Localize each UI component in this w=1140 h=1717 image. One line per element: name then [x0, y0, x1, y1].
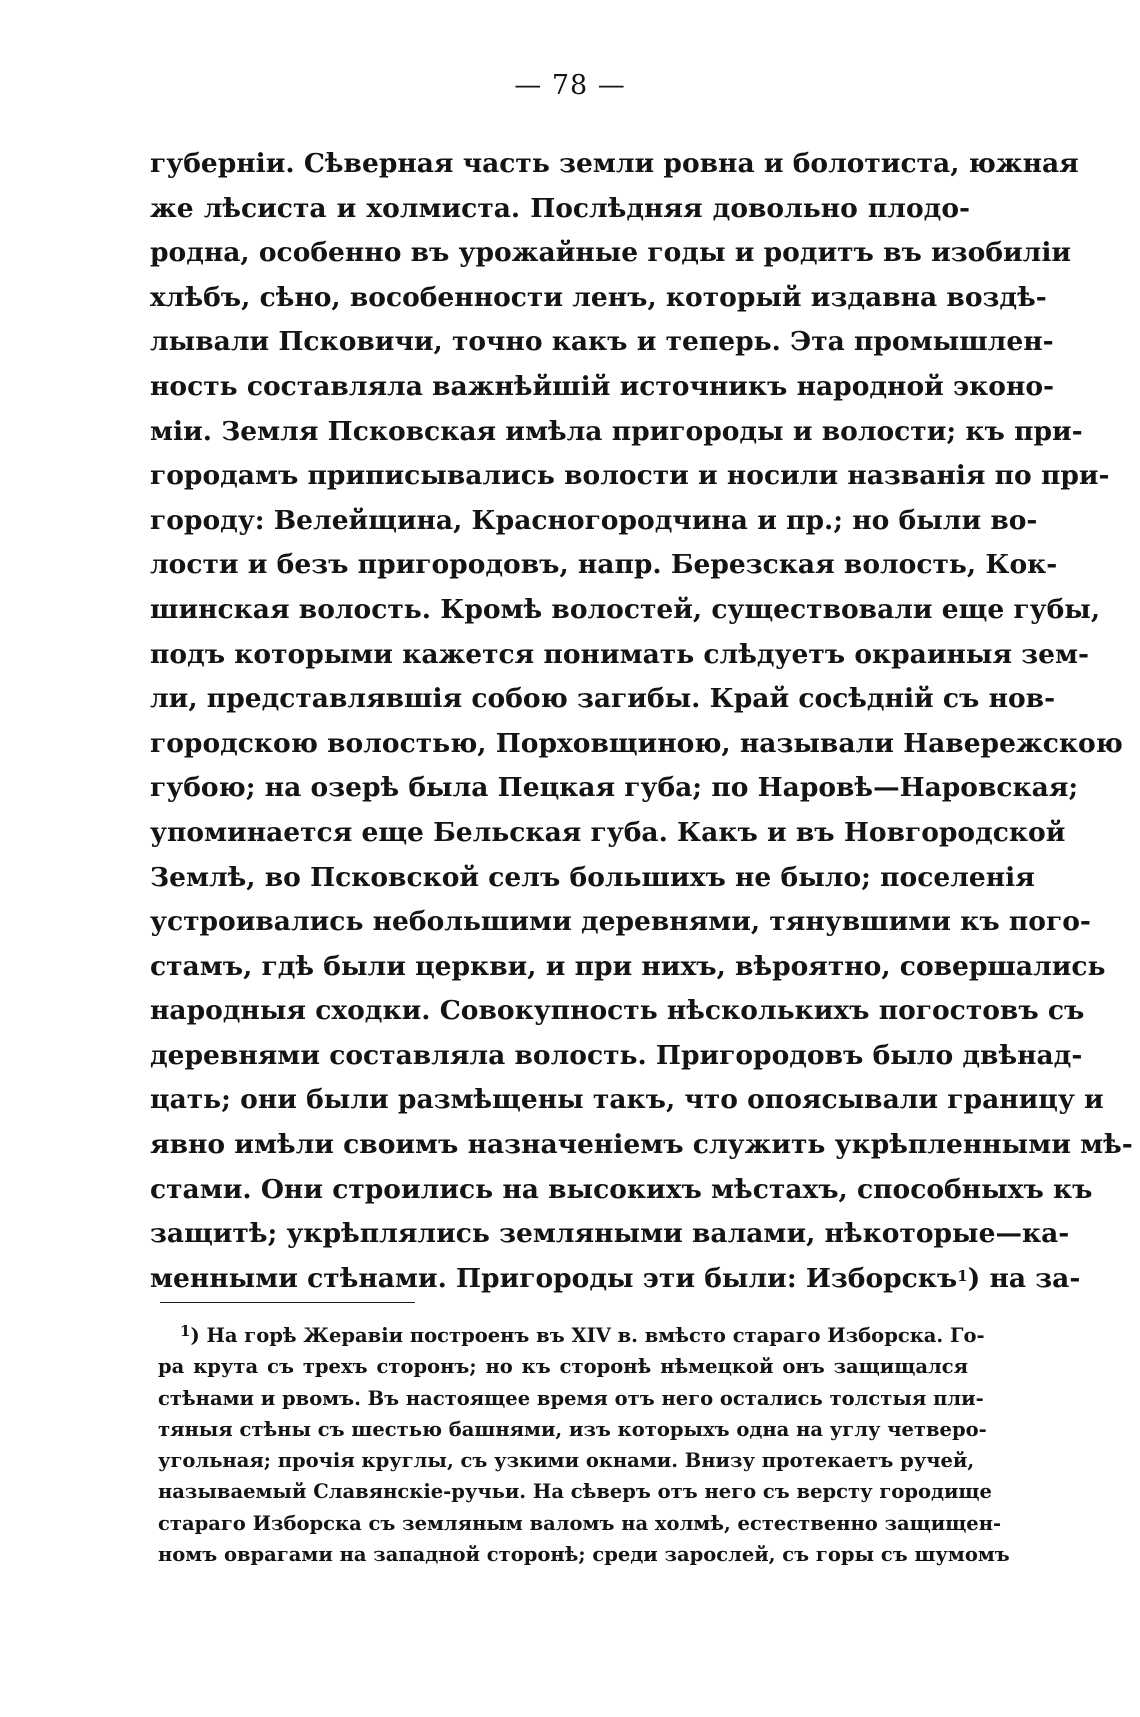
- text-line: ность составляла важнѣйшій источникъ народной эконо-: [150, 370, 1055, 402]
- main-text: [150, 142, 1133, 1301]
- footnote-divider: [160, 1302, 415, 1303]
- footnotes: [158, 1320, 1010, 1570]
- footnote-line-text: ) На горѣ Жеравіи построенъ въ XIV в. вмѣсто стараго Изборска. Го-: [190, 1324, 985, 1347]
- text-line: городамъ приписывались волости и носили названія по при-: [150, 460, 1110, 492]
- text-line: хлѣбъ, сѣно, воcобенности ленъ, который издавна воздѣ-: [150, 281, 1047, 313]
- page-number: — 78 —: [514, 70, 626, 101]
- text-line: устроивались небольшими деревнями, тянувшими къ пого-: [150, 906, 1091, 938]
- text-line: стамъ, гдѣ были церкви, и при нихъ, вѣроятно, совершались: [150, 950, 1106, 982]
- footnote-marker: 1: [180, 1322, 191, 1340]
- text-line: міи. Земля Псковская имѣла пригороды и волости; къ при-: [150, 415, 1083, 447]
- text-line: же лѣсиста и холмиста. Послѣдняя довольно плодо-: [150, 192, 970, 224]
- text-line: родна, особенно въ урожайные годы и родитъ въ изобиліи: [150, 237, 1072, 269]
- text-line: явно имѣли своимъ назначеніемъ служить укрѣпленными мѣ-: [150, 1129, 1133, 1161]
- text-line: лывали Псковичи, точно какъ и теперь. Эта промышлен-: [150, 326, 1054, 358]
- footnote-line: стѣнами и рвомъ. Въ настоящее время отъ него остались толстыя пли-: [158, 1386, 984, 1410]
- text-line-last: [150, 1257, 1081, 1302]
- footnote-line: [158, 1320, 985, 1351]
- footnote-reference: 1: [957, 1266, 968, 1285]
- footnote-line: угольная; прочія круглы, съ узкими окнами. Внизу протекаетъ ручей,: [158, 1449, 975, 1473]
- text-line: упоминается еще Бельская губа. Какъ и въ Новгородской: [150, 816, 1066, 848]
- text-line: городу: Велейщина, Красногородчина и пр.; но были во-: [150, 504, 1038, 536]
- text-line: Землѣ, во Псковской селъ большихъ не было; поселенія: [150, 861, 1035, 893]
- text-line: губерніи. Сѣверная часть земли ровна и болотиста, южная: [150, 148, 1079, 179]
- text-line: губою; на озерѣ была Пецкая губа; по Наровѣ—Наровская;: [150, 772, 1079, 804]
- text-line: деревнями составляла волость. Пригородовъ было двѣнад-: [150, 1039, 1083, 1071]
- footnote-line: ра крута съ трехъ сторонъ; но къ сторонѣ нѣмецкой онъ защищался: [158, 1355, 968, 1379]
- footnote-line: стараго Изборска съ земляным валомъ на холмѣ, естественно защищен-: [158, 1511, 1002, 1535]
- text-line: подъ которыми кажется понимать слѣдуетъ окраиныя зем-: [150, 638, 1090, 670]
- text-line: городскою волостью, Порховщиною, называли Наверeжскою: [150, 727, 1123, 759]
- footnote-line: тяныя стѣны съ шестью башнями, изъ которыхъ одна на углу четверо-: [158, 1417, 987, 1441]
- text-line-end: ) на за-: [967, 1262, 1081, 1294]
- text-line: лости и безъ пригородовъ, напр. Березская волость, Кок-: [150, 549, 1058, 581]
- text-line-start: менными стѣнами. Пригороды эти были: Изборскъ: [150, 1262, 958, 1294]
- text-line: шинская волость. Кромѣ волостей, существовали еще губы,: [150, 593, 1101, 625]
- text-line: народныя сходки. Совокупность нѣсколькихъ погостовъ съ: [150, 995, 1085, 1027]
- text-line: цать; они были размѣщены такъ, что опоясывали границу и: [150, 1084, 1104, 1116]
- footnote-line: номъ оврагами на западной сторонѣ; среди зарослей, съ горы съ шумомъ: [158, 1543, 1010, 1567]
- footnote-line: называемый Славянскіе-ручьи. На сѣверъ отъ него съ версту городище: [158, 1480, 992, 1504]
- text-line: стами. Они строились на высокихъ мѣстахъ, способныхъ къ: [150, 1173, 1093, 1205]
- text-line: защитѣ; укрѣплялись земляными валами, нѣкоторые—ка-: [150, 1218, 1070, 1250]
- text-line: ли, представлявшія собою загибы. Край сосѣдній съ нов-: [150, 683, 1056, 715]
